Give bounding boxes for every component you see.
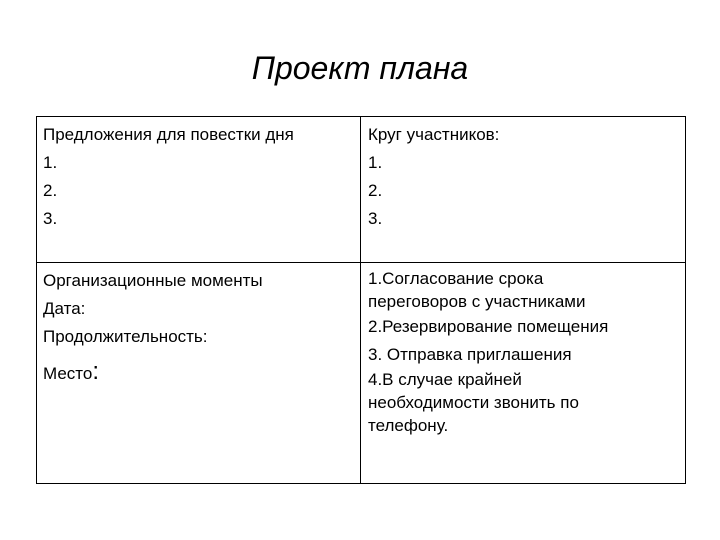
place-line bbox=[43, 355, 263, 391]
participants-item-3: 3. bbox=[368, 209, 383, 228]
agenda-item-2: 2. bbox=[43, 181, 58, 200]
place-label: Место bbox=[43, 364, 93, 383]
step-1-line-2: переговоров с участниками bbox=[368, 292, 586, 311]
participants-item-2: 2. bbox=[368, 181, 383, 200]
step-4-line-3: телефону. bbox=[368, 416, 449, 435]
step-4-line-2: необходимости звонить по bbox=[368, 393, 579, 412]
agenda-heading: Предложения для повестки дня bbox=[43, 125, 294, 144]
step-4-line-1: 4.В случае крайней bbox=[368, 370, 522, 389]
participants-cell bbox=[368, 121, 499, 233]
duration-label: Продолжительность: bbox=[43, 327, 208, 346]
agenda-item-1: 1. bbox=[43, 153, 58, 172]
agenda-item-3: 3. bbox=[43, 209, 58, 228]
place-colon: : bbox=[92, 358, 100, 385]
plan-table bbox=[36, 116, 686, 484]
organization-heading: Организационные моменты bbox=[43, 271, 263, 290]
step-1-line-1: 1.Согласование срока bbox=[368, 269, 544, 288]
table-vertical-divider bbox=[360, 117, 361, 483]
slide-title: Проект плана bbox=[251, 50, 469, 86]
participants-item-1: 1. bbox=[368, 153, 383, 172]
table-horizontal-divider bbox=[37, 262, 685, 263]
step-3: 3. Отправка приглашения bbox=[368, 344, 572, 364]
agenda-cell bbox=[43, 121, 294, 233]
step-2: 2.Резервирование помещения bbox=[368, 317, 609, 336]
organization-cell bbox=[43, 267, 263, 391]
participants-heading: Круг участников: bbox=[368, 125, 500, 144]
date-label: Дата: bbox=[43, 299, 86, 318]
steps-cell bbox=[368, 267, 608, 437]
